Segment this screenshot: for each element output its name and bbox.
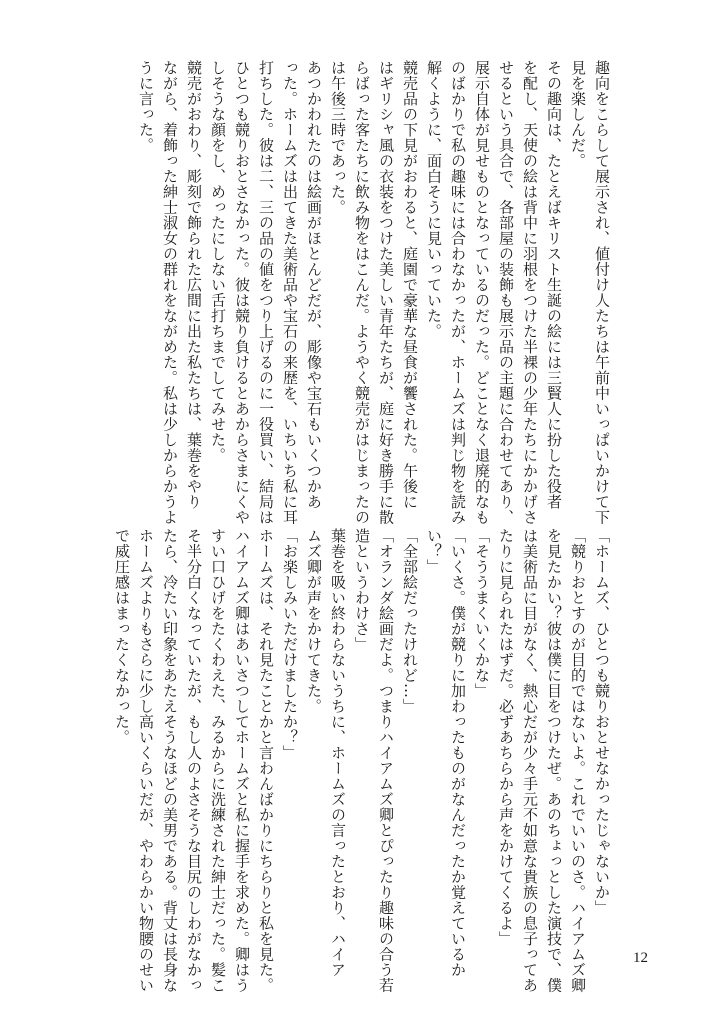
text-line: 趣向をこらして展示され、値付け人たちは午前中いっぱいかけて下 <box>593 60 611 525</box>
text-line: 競売がおわり、彫刻で飾られた広間に出た私たちは、葉巻をやり <box>185 60 203 510</box>
text-line: 見を楽しんだ。 <box>569 60 587 169</box>
lower-text-block <box>113 528 614 993</box>
text-line: しそうな顔をし、めったにしない舌打ちまでしてみせた。 <box>209 60 227 463</box>
text-line: は美術品に目がなく、熱心だが少々手元不如意な貴族の息子ってあ <box>521 528 539 993</box>
text-line: ハイアムズ卿はあいさつしてホームズと私に握手を求めた。卿はう <box>233 528 251 993</box>
text-line: を配し、天使の絵は背中に羽根をつけた半裸の少年たちにかかげさ <box>521 60 539 525</box>
text-line: 「お楽しみいただけましたか？」 <box>281 528 299 761</box>
text-line: うに言った。 <box>137 60 155 153</box>
text-line: はギリシャ風の衣装をつけた美しい青年たちが、庭に好き勝手に散 <box>377 60 395 525</box>
text-line: 展示自体が見せものとなっているのだった。どことなく退廃的なも <box>473 60 491 525</box>
text-line: 葉巻を吸い終わらないうちに、ホームズの言ったとおり、ハイア <box>329 528 347 978</box>
text-line: 造というわけさ」 <box>353 528 371 652</box>
text-line: 「そううまくいくかな」 <box>473 528 491 699</box>
text-line: せるという具合で、各部屋の装飾も展示品の主題に合わせてあり、 <box>497 60 515 525</box>
text-line: い？」 <box>425 528 443 575</box>
text-line: ホームズは、それ見たことかと言わんばかりにちらりと私を見た。 <box>257 528 275 993</box>
text-line: ホームズよりもさらに少し高いくらいだが、やわらかい物腰のせい <box>137 528 155 993</box>
text-line: あつかわれたのは絵画がほとんどだが、彫像や宝石もいくつかあ <box>305 60 323 510</box>
text-line: で威圧感はまったくなかった。 <box>113 528 131 745</box>
text-line: ムズ卿が声をかけてきた。 <box>305 528 323 714</box>
text-line: のばかりで私の趣味には合わなかったが、ホームズは判じ物を読み <box>449 60 467 525</box>
text-line: 打ちした。彼は二、三の品の値をつり上げるのに一役買い、結局は <box>257 60 275 525</box>
text-line: そ半分白くなっていたが、もし人のよさそうな目尻のしわがなかっ <box>185 528 203 993</box>
text-line: は午後三時であった。 <box>329 60 347 215</box>
text-line: らばった客たちに飲み物をはこんだ。ようやく競売がはじまったの <box>353 60 371 525</box>
text-line: たりに見られたはずだ。必ずあちらから声をかけてくるよ」 <box>497 528 515 947</box>
page-number: 12 <box>633 950 648 966</box>
text-line: その趣向は、たとえばキリスト生誕の絵には三賢人に扮した役者 <box>545 60 563 510</box>
text-line: ひとつも競りおとさなかった。彼は競り負けるとあからさまにくや <box>233 60 251 525</box>
text-line: 「競りおとすのが目的ではないよ。これでいいのさ。ハイアムズ卿 <box>569 528 587 993</box>
text-line: 「オランダ絵画だよ。つまりハイアムズ卿とぴったり趣味の合う若 <box>377 528 395 993</box>
text-line: 競売品の下見がおわると、庭園で豪華な昼食が饗された。午後に <box>401 60 419 510</box>
text-line: 解くように、面白そうに見いっていた。 <box>425 60 443 339</box>
text-line: 「いくさ。僕が競りに加わったものがなんだったか覚えているか <box>449 528 467 978</box>
text-line: すい口ひげをたくわえた、みるからに洗練された紳士だった。髪こ <box>209 528 227 993</box>
text-line: を見たかい？彼は僕に目をつけたぜ。あのちょっとした演技で、僕 <box>545 528 563 993</box>
text-line: った。ホームズは出てきた美術品や宝石の来歴を、いちいち私に耳 <box>281 60 299 525</box>
text-line: たら、冷たい印象をあたえそうなほどの美男である。背丈は長身な <box>161 528 179 993</box>
text-line: ながら、着飾った紳士淑女の群れをながめた。私は少しからかうよ <box>161 60 179 525</box>
upper-text-block <box>134 60 614 525</box>
text-line: 「ホームズ、ひとつも競りおとせなかったじゃないか」 <box>593 528 611 916</box>
text-line: 「全部絵だったけれど…」 <box>401 528 419 714</box>
